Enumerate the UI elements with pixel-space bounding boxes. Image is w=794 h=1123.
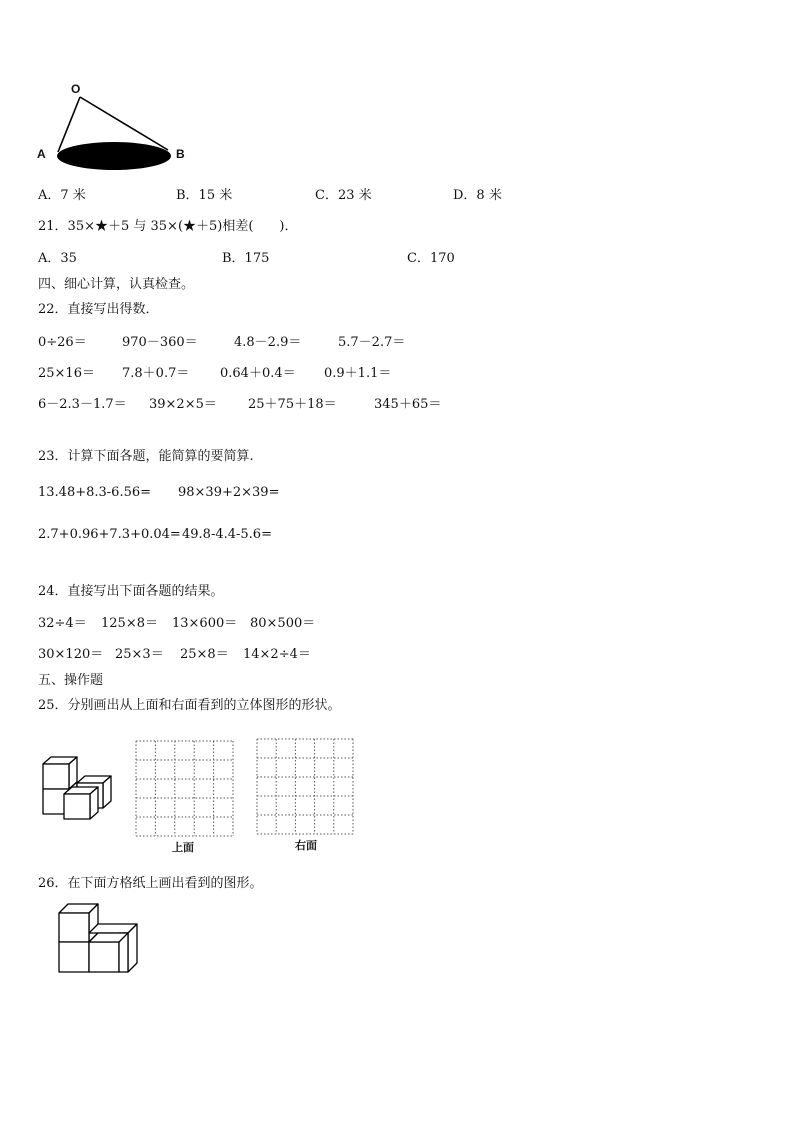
q21-option-c: C．170 [407,251,455,266]
q25-grid-right-view [257,739,357,834]
q20-option-c: C．23 米 [315,188,372,203]
q24-item: 13×600＝ [172,616,238,631]
q24-item: 30×120＝ [38,647,104,662]
q23-item: 13.48+8.3-6.56= [38,485,152,500]
q22-item: 39×2×5＝ [149,397,217,412]
q22-item: 970－360＝ [122,335,198,350]
q24-item: 14×2÷4＝ [243,647,311,662]
q23-item: 49.8-4.4-5.6= [182,527,272,542]
grid-label-right: 右面 [295,839,317,852]
cone-figure [0,0,794,180]
q21-option-a: A．35 [38,251,77,266]
q26-stem: 26．在下面方格纸上画出看到的图形。 [38,876,263,891]
q20-option-a: A．7 米 [38,188,86,203]
q20-option-b: B．15 米 [176,188,233,203]
section-5-heading: 五、操作题 [38,673,104,688]
cone-label-o: O [71,82,81,96]
q24-item: 80×500＝ [250,616,316,631]
q20-option-d: D．8 米 [453,188,502,203]
q22-item: 4.8－2.9＝ [234,335,302,350]
section-4-heading: 四、细心计算，认真检查。 [38,277,195,292]
q21-stem: 21．35×★＋5 与 35×(★＋5)相差( )． [38,219,298,234]
cone-label-a: A [37,147,46,161]
cone-base [57,142,171,170]
q24-stem: 24．直接写出下面各题的结果。 [38,584,224,599]
q22-item: 0.9＋1.1＝ [324,366,392,381]
q22-item: 0.64＋0.4＝ [220,366,296,381]
q22-item: 6－2.3－1.7＝ [38,397,127,412]
cone-edge-left [58,97,80,152]
q24-item: 25×8＝ [180,647,229,662]
q24-item: 32÷4＝ [38,616,87,631]
q23-item: 98×39+2×39= [178,485,280,500]
q22-item: 25＋75＋18＝ [248,397,337,412]
cone-edge-right [80,97,168,150]
q22-item: 0÷26＝ [38,335,87,350]
q21-option-b: B．175 [222,251,270,266]
q25-stem: 25．分别画出从上面和右面看到的立体图形的形状。 [38,698,341,713]
q22-stem: 22．直接写出得数． [38,302,159,317]
q22-item: 5.7－2.7＝ [338,335,406,350]
q22-item: 25×16＝ [38,366,95,381]
cone-label-b: B [176,147,185,161]
q22-item: 345＋65＝ [374,397,442,412]
q24-item: 25×3＝ [115,647,164,662]
q23-item: 2.7+0.96+7.3+0.04= [38,527,181,542]
q22-item: 7.8＋0.7＝ [122,366,190,381]
q25-grid-top-view [136,741,236,836]
q23-stem: 23．计算下面各题，能简算的要简算. [38,449,254,464]
grid-label-top: 上面 [172,841,194,854]
q24-item: 125×8＝ [101,616,158,631]
